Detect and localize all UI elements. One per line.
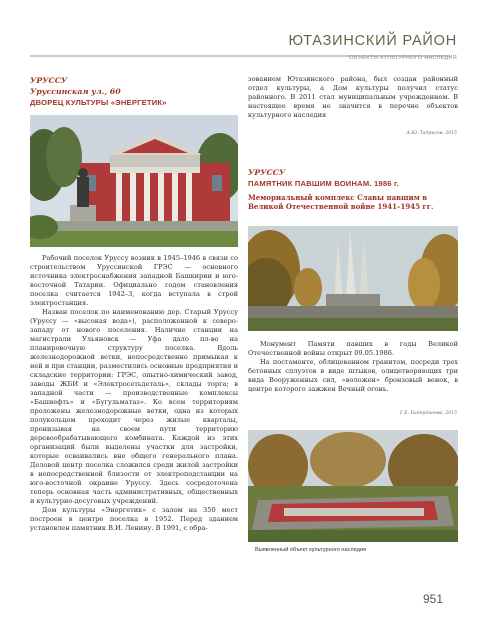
- continuation-text: зованием Ютазинского района, был создан районный отдел культуры, а Дом культуры получил статус районного. В 2011 стал муниципальным учреждением. В настоящее время не значится в перечне объектов культурного наследия: [248, 75, 458, 119]
- article1-heading: [30, 76, 240, 107]
- paragraph: Монумент Памяти павших в годы Великой Отечественной войны открыт 09.05.1986.: [248, 340, 458, 357]
- palace-of-culture-photo: [30, 115, 238, 247]
- article1-place: УРУССУ: [30, 76, 68, 85]
- article1-address: Уруссинская ул., 60: [30, 87, 121, 96]
- article1-signature: А.Ю. Тадрисов, 2015: [406, 131, 457, 136]
- section-title: ЮТАЗИНСКИЙ РАЙОН: [288, 33, 457, 49]
- memorial-complex-photo: [248, 430, 458, 542]
- paragraph: Назван поселок по наименованию дер. Старый Уруссу (Уруссу — «высокая вода»), расположенной к северо-западу от нового поселения. Наличие станции на магистрали Ульяновск — Уфа дало пл-во на планировочную структуру поселка. Вдоль железнодорожной ветки, непосредственно примыкая к ней и при станции, разместились основные предприятия и складские территории: ГРЭС, опытно-химический завод, заводы ЖБИ и «Электросетьдеталь», склады торга; в западной части — производственные комплексы «Башнефть» и «Бугульматаз». Ко всем территориям проложены железнодорожные ветки, одна из которых полукольцом проходит через жилые кварталы, пронизывая на своем пути территорию деревообрабатывающего комбината. Каждой из этих организаций были выделены участки для застройки, которые осваивались вне общего генерального плана. Деловой центр поселка сложился среди жилой застройки в непосредственной близости от электроподстанции на юго-восточной окраине Уруссу. Здесь сосредоточена теперь основная часть административных, общественных и культурно-досуговых учреждений.: [30, 308, 238, 505]
- section-subtitle: ОБЪЕКТЫ КУЛЬТУРНОГО НАСЛЕДИЯ: [349, 55, 457, 61]
- paragraph: Дом культуры «Энергетик» с залом на 350 мест построен в центре поселка в 1952. Перед зданием установлен памятник В.И. Ленину. В 1991, с обра-: [30, 506, 238, 532]
- page-number: 951: [422, 592, 443, 606]
- monument-photo: [248, 226, 458, 331]
- paragraph: Рабочий поселок Уруссу возник в 1945–1946 в связи со строительством Уруссинской ГРЭС — основного источника электроснабжения западной Башкирии и юго-восточной Татарии. Официально годом становления поселка считается 1942–3, когда вступала в строй электростанция.: [30, 254, 238, 307]
- article2-title: ПАМЯТНИК ПАВШИМ ВОИНАМ. 1986 г.: [248, 179, 399, 188]
- article1-body: [30, 254, 238, 533]
- article2-subtitle: Мемориальный комплекс Славы павшим в Великой Отечественной войне 1941–1945 гг.: [248, 193, 434, 212]
- article2-signature: Г.Е. Бадердинова, 2015: [399, 411, 457, 416]
- article2-heading: [248, 168, 458, 211]
- article1-title: ДВОРЕЦ КУЛЬТУРЫ «ЭНЕРГЕТИК»: [30, 98, 167, 107]
- article2-body: [248, 340, 458, 394]
- article1-continuation: [248, 75, 458, 120]
- article2-place: УРУССУ: [248, 168, 286, 177]
- photo-caption: Выявленный объект культурного наследия: [255, 547, 367, 553]
- paragraph: На постаменте, облицованном гранитом, посреди трех бетонных сплуэтов в виде штыков, олицетворяющих три вида Вооруженных сил, «воложен» бронзовый венок, в центре которого зажжен Вечный огонь.: [248, 358, 458, 393]
